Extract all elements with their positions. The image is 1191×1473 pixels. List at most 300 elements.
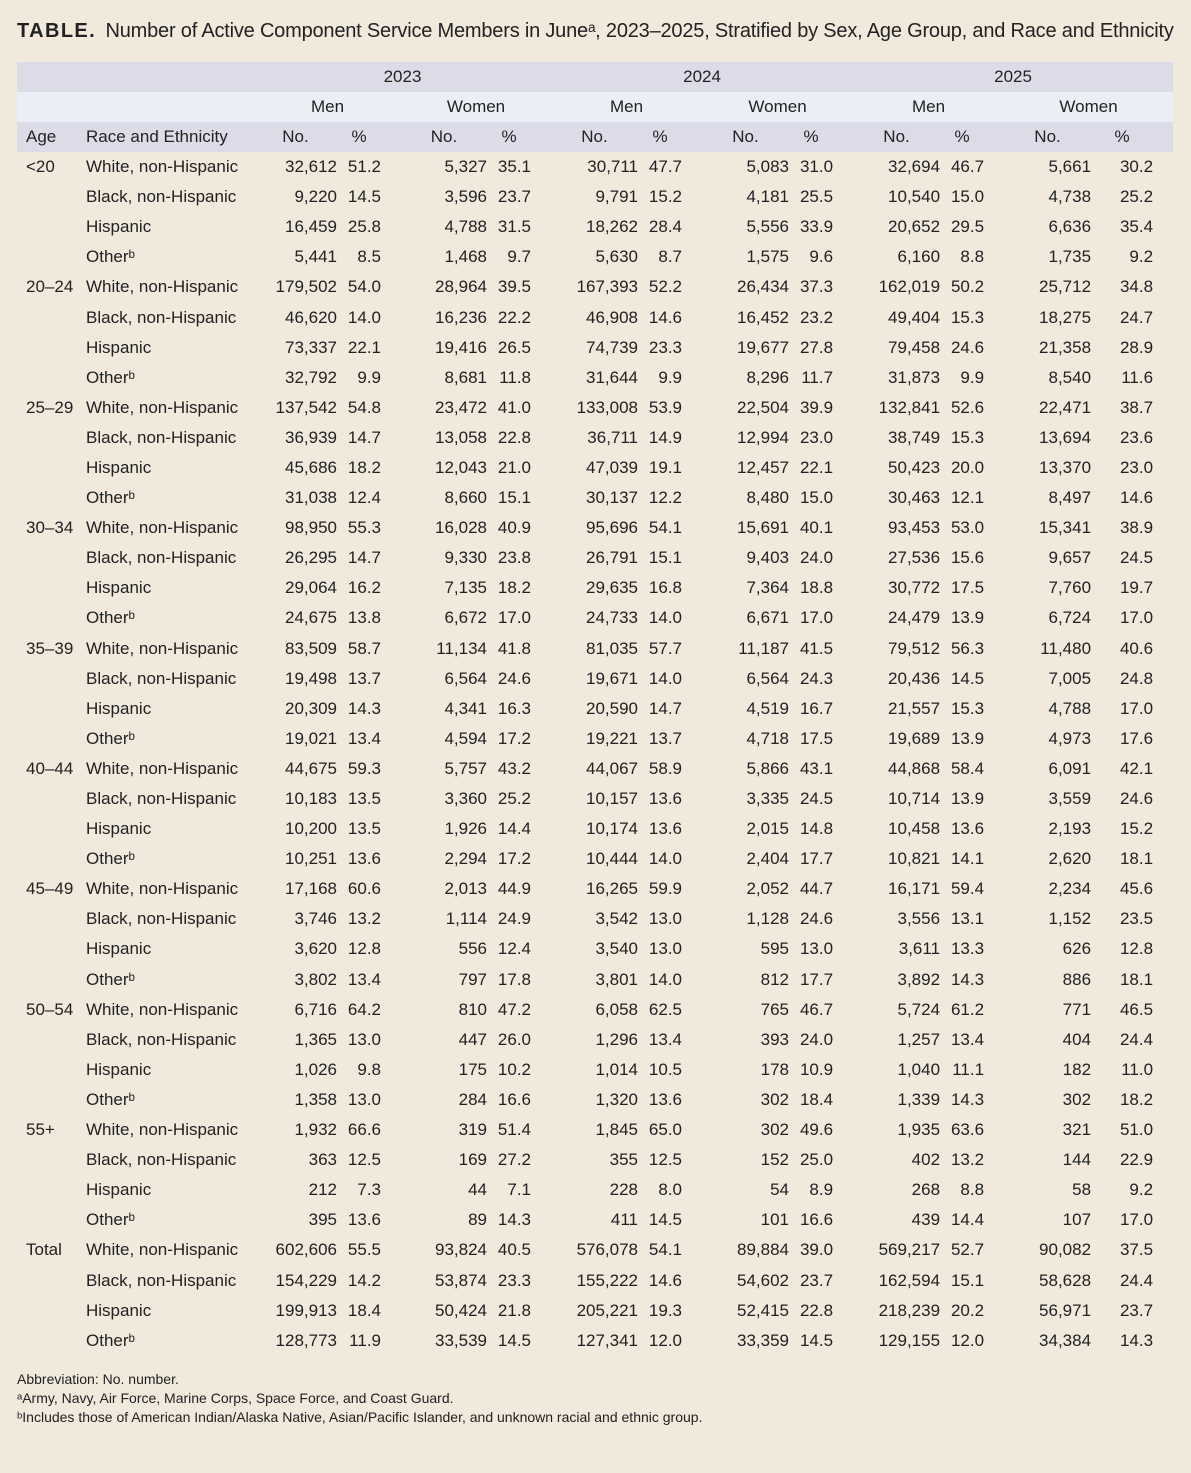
percent-cell: 14.8	[799, 819, 834, 839]
count-cell: 6,091	[1048, 758, 1092, 778]
percent-cell: 13.9	[950, 789, 985, 809]
count-cell: 53,874	[435, 1270, 487, 1290]
count-cell: 1,296	[595, 1029, 639, 1049]
pct-column-header: %	[638, 122, 702, 152]
age-group-cell	[17, 182, 86, 212]
percent-cell: 14.7	[347, 427, 381, 447]
count-cell: 19,689	[888, 728, 941, 748]
percent-cell: 15.3	[950, 427, 985, 447]
count-cell: 19,498	[285, 668, 337, 688]
footnote-b: ᵇIncludes those of American Indian/Alaska Native, Asian/Pacific Islander, and unknown racial and ethnic group.	[17, 1409, 703, 1425]
percent-cell: 9.6	[809, 247, 834, 267]
count-cell: 4,973	[1048, 728, 1092, 748]
percent-cell: 14.5	[799, 1330, 834, 1350]
count-cell: 268	[911, 1180, 941, 1200]
sex-header: Men	[853, 92, 1004, 122]
count-cell: 127,341	[576, 1330, 639, 1350]
count-cell: 132,841	[878, 397, 941, 417]
percent-cell: 24.3	[799, 668, 834, 688]
count-cell: 73,337	[285, 337, 337, 357]
count-cell: 4,181	[746, 187, 790, 207]
percent-cell: 12.2	[648, 488, 683, 508]
percent-cell: 9.9	[357, 367, 381, 387]
percent-cell: 15.1	[497, 488, 532, 508]
year-header: 2023	[254, 62, 551, 92]
race-cell: Hispanic	[86, 337, 152, 357]
percent-cell: 60.6	[347, 879, 381, 899]
percent-cell: 11.9	[349, 1330, 381, 1350]
percent-cell: 17.0	[1119, 698, 1154, 718]
count-cell: 1,339	[897, 1089, 941, 1109]
race-cell: Black, non-Hispanic	[86, 548, 237, 568]
count-cell: 4,718	[746, 728, 790, 748]
count-cell: 6,564	[444, 668, 487, 688]
count-cell: 182	[1062, 1059, 1092, 1079]
percent-cell: 43.1	[799, 758, 834, 778]
percent-cell: 13.2	[347, 909, 381, 929]
percent-cell: 17.0	[1119, 608, 1154, 628]
percent-cell: 14.6	[648, 307, 683, 327]
count-cell: 10,540	[888, 187, 941, 207]
table-row	[17, 1145, 1173, 1175]
race-column-header: Race and Ethnicity	[86, 122, 254, 152]
percent-cell: 54.0	[347, 277, 381, 297]
percent-cell: 14.7	[347, 548, 381, 568]
count-cell: 36,939	[285, 427, 337, 447]
percent-cell: 16.6	[799, 1210, 834, 1230]
percent-cell: 14.7	[648, 698, 683, 718]
count-cell: 212	[308, 1180, 337, 1200]
count-cell: 89,884	[737, 1240, 790, 1260]
percent-cell: 40.9	[497, 518, 532, 538]
count-cell: 411	[610, 1210, 639, 1230]
percent-cell: 27.2	[497, 1150, 532, 1170]
count-cell: 90,082	[1039, 1240, 1092, 1260]
age-group-cell	[17, 1025, 86, 1055]
count-cell: 3,620	[294, 939, 337, 959]
count-cell: 556	[458, 939, 487, 959]
percent-cell: 14.2	[347, 1270, 381, 1290]
count-cell: 79,458	[888, 337, 941, 357]
percent-cell: 23.8	[497, 548, 532, 568]
count-cell: 5,757	[444, 758, 487, 778]
percent-cell: 19.3	[648, 1300, 683, 1320]
percent-cell: 13.4	[347, 728, 381, 748]
race-cell: White, non-Hispanic	[86, 999, 239, 1019]
count-cell: 13,370	[1039, 457, 1092, 477]
percent-cell: 41.0	[497, 397, 532, 417]
count-cell: 26,791	[586, 548, 639, 568]
count-cell: 44,067	[586, 758, 639, 778]
percent-cell: 13.5	[347, 819, 381, 839]
race-cell: Black, non-Hispanic	[86, 187, 237, 207]
age-group-cell	[17, 965, 86, 995]
count-cell: 93,824	[435, 1240, 487, 1260]
percent-cell: 14.0	[648, 668, 683, 688]
percent-cell: 12.5	[648, 1150, 683, 1170]
count-cell: 28,964	[435, 277, 487, 297]
percent-cell: 17.2	[497, 849, 532, 869]
count-cell: 1,257	[897, 1029, 941, 1049]
percent-cell: 14.5	[497, 1330, 532, 1350]
percent-cell: 12.1	[950, 488, 985, 508]
count-cell: 30,463	[888, 488, 941, 508]
table-row	[17, 814, 1173, 844]
table-row	[17, 1265, 1173, 1295]
percent-cell: 13.0	[648, 939, 683, 959]
percent-cell: 11.1	[952, 1059, 985, 1079]
percent-cell: 18.4	[799, 1089, 834, 1109]
percent-cell: 10.2	[497, 1059, 532, 1079]
count-cell: 5,630	[595, 247, 639, 267]
table-row	[17, 844, 1173, 874]
percent-cell: 14.4	[950, 1210, 985, 1230]
count-cell: 2,620	[1048, 849, 1092, 869]
pct-column-header: %	[487, 122, 551, 152]
count-cell: 2,015	[746, 819, 790, 839]
count-cell: 595	[760, 939, 790, 959]
percent-cell: 23.5	[1119, 909, 1154, 929]
percent-cell: 43.2	[497, 758, 532, 778]
table-row	[17, 182, 1173, 212]
count-cell: 2,404	[746, 849, 790, 869]
age-group-cell	[17, 694, 86, 724]
age-group-cell	[17, 483, 86, 513]
count-cell: 3,801	[595, 969, 639, 989]
percent-cell: 19.1	[648, 457, 683, 477]
count-cell: 16,028	[435, 518, 487, 538]
count-cell: 447	[458, 1029, 487, 1049]
percent-cell: 13.7	[347, 668, 381, 688]
count-cell: 31,038	[285, 488, 337, 508]
count-cell: 3,559	[1048, 789, 1092, 809]
race-cell: Hispanic	[86, 939, 152, 959]
header-row-years	[17, 62, 1173, 92]
count-cell: 45,686	[285, 457, 337, 477]
race-cell: White, non-Hispanic	[86, 1240, 239, 1260]
count-cell: 576,078	[576, 1240, 639, 1260]
count-cell: 1,014	[595, 1059, 639, 1079]
race-cell: Hispanic	[86, 1180, 152, 1200]
percent-cell: 25.2	[497, 789, 532, 809]
count-cell: 27,536	[888, 548, 941, 568]
age-group-cell	[17, 573, 86, 603]
count-cell: 98,950	[285, 518, 337, 538]
count-cell: 30,711	[587, 157, 639, 177]
race-cell: Hispanic	[86, 819, 152, 839]
percent-cell: 41.8	[497, 638, 532, 658]
race-cell: Otherᵇ	[86, 247, 135, 267]
table-row	[17, 302, 1173, 332]
count-cell: 10,444	[586, 849, 639, 869]
percent-cell: 17.2	[497, 728, 532, 748]
count-cell: 7,135	[444, 578, 487, 598]
count-cell: 54	[770, 1180, 790, 1200]
count-cell: 4,788	[444, 217, 487, 237]
percent-cell: 25.5	[799, 187, 834, 207]
percent-cell: 17.5	[950, 578, 985, 598]
percent-cell: 15.3	[950, 698, 985, 718]
percent-cell: 25.0	[799, 1150, 834, 1170]
count-cell: 4,519	[746, 698, 790, 718]
count-cell: 15,691	[737, 518, 790, 538]
count-cell: 1,026	[294, 1059, 337, 1079]
table-row	[17, 724, 1173, 754]
table-row	[17, 483, 1173, 513]
percent-cell: 13.9	[950, 608, 985, 628]
percent-cell: 54.1	[648, 1240, 683, 1260]
count-cell: 23,472	[435, 397, 487, 417]
percent-cell: 10.5	[648, 1059, 683, 1079]
count-cell: 8,681	[444, 367, 487, 387]
race-cell: Black, non-Hispanic	[86, 1029, 237, 1049]
race-cell: Black, non-Hispanic	[86, 789, 237, 809]
percent-cell: 24.6	[950, 337, 985, 357]
count-cell: 16,452	[737, 307, 790, 327]
percent-cell: 38.7	[1119, 397, 1154, 417]
percent-cell: 17.7	[799, 849, 834, 869]
count-cell: 128,773	[275, 1330, 337, 1350]
percent-cell: 34.8	[1119, 277, 1154, 297]
race-cell: White, non-Hispanic	[86, 879, 239, 899]
count-cell: 2,052	[746, 879, 790, 899]
percent-cell: 52.2	[648, 277, 683, 297]
count-cell: 19,021	[285, 728, 337, 748]
count-cell: 12,043	[435, 457, 487, 477]
percent-cell: 33.9	[799, 217, 834, 237]
race-cell: White, non-Hispanic	[86, 638, 239, 658]
age-group-cell: 45–49	[26, 879, 74, 899]
percent-cell: 14.0	[347, 307, 381, 327]
count-cell: 7,760	[1048, 578, 1092, 598]
percent-cell: 51.2	[347, 157, 381, 177]
table-row	[17, 1115, 1173, 1145]
age-group-cell	[17, 242, 86, 272]
percent-cell: 16.8	[648, 578, 683, 598]
count-cell: 30,772	[888, 578, 941, 598]
percent-cell: 28.4	[648, 217, 683, 237]
percent-cell: 24.5	[799, 789, 834, 809]
table-row	[17, 995, 1173, 1025]
count-cell: 1,320	[595, 1089, 639, 1109]
percent-cell: 16.3	[497, 698, 532, 718]
age-group-cell	[17, 904, 86, 934]
count-cell: 810	[458, 999, 487, 1019]
percent-cell: 16.6	[497, 1089, 532, 1109]
percent-cell: 13.1	[950, 909, 985, 929]
race-cell: Black, non-Hispanic	[86, 307, 237, 327]
count-cell: 25,712	[1039, 277, 1092, 297]
count-cell: 302	[1062, 1089, 1092, 1109]
percent-cell: 23.3	[648, 337, 683, 357]
count-cell: 319	[458, 1120, 487, 1140]
count-cell: 32,612	[285, 157, 337, 177]
percent-cell: 12.4	[497, 939, 532, 959]
count-cell: 20,309	[285, 698, 337, 718]
count-cell: 1,845	[595, 1120, 639, 1140]
count-cell: 2,234	[1048, 879, 1092, 899]
table-row	[17, 603, 1173, 633]
percent-cell: 24.4	[1119, 1270, 1154, 1290]
percent-cell: 14.6	[1119, 488, 1154, 508]
no-column-header: No.	[254, 122, 337, 152]
age-group-cell	[17, 664, 86, 694]
percent-cell: 23.7	[497, 187, 532, 207]
table-row	[17, 1055, 1173, 1085]
count-cell: 771	[1062, 999, 1092, 1019]
count-cell: 6,058	[595, 999, 639, 1019]
percent-cell: 21.8	[497, 1300, 532, 1320]
percent-cell: 30.2	[1119, 157, 1154, 177]
percent-cell: 13.0	[799, 939, 834, 959]
percent-cell: 39.9	[799, 397, 834, 417]
count-cell: 20,436	[888, 668, 941, 688]
race-cell: White, non-Hispanic	[86, 277, 239, 297]
sex-header: Women	[1004, 92, 1173, 122]
count-cell: 1,152	[1048, 909, 1092, 929]
no-column-header: No.	[1004, 122, 1091, 152]
percent-cell: 17.0	[497, 608, 532, 628]
age-group-cell	[17, 1205, 86, 1235]
percent-cell: 24.0	[799, 548, 834, 568]
percent-cell: 14.0	[648, 608, 683, 628]
percent-cell: 15.2	[1119, 819, 1154, 839]
percent-cell: 24.6	[1119, 789, 1154, 809]
data-table	[17, 62, 1173, 1356]
count-cell: 95,696	[586, 518, 639, 538]
age-group-cell	[17, 1175, 86, 1205]
count-cell: 11,480	[1040, 638, 1092, 658]
count-cell: 3,802	[294, 969, 337, 989]
percent-cell: 46.7	[799, 999, 834, 1019]
percent-cell: 18.4	[347, 1300, 381, 1320]
percent-cell: 14.5	[347, 187, 381, 207]
age-group-cell	[17, 603, 86, 633]
percent-cell: 62.5	[648, 999, 683, 1019]
count-cell: 9,791	[595, 187, 639, 207]
count-cell: 10,251	[285, 849, 337, 869]
percent-cell: 53.0	[950, 518, 985, 538]
percent-cell: 18.2	[497, 578, 532, 598]
percent-cell: 10.9	[799, 1059, 834, 1079]
percent-cell: 8.9	[809, 1180, 834, 1200]
count-cell: 13,694	[1039, 427, 1092, 447]
count-cell: 886	[1062, 969, 1092, 989]
count-cell: 765	[760, 999, 790, 1019]
age-group-cell: 40–44	[26, 758, 74, 778]
count-cell: 20,590	[586, 698, 639, 718]
count-cell: 4,788	[1048, 698, 1092, 718]
race-cell: Hispanic	[86, 698, 152, 718]
count-cell: 74,739	[586, 337, 639, 357]
percent-cell: 9.9	[960, 367, 985, 387]
count-cell: 19,221	[586, 728, 639, 748]
count-cell: 24,733	[586, 608, 639, 628]
count-cell: 152	[760, 1150, 790, 1170]
percent-cell: 39.0	[799, 1240, 834, 1260]
count-cell: 29,635	[586, 578, 639, 598]
table-row	[17, 1326, 1173, 1356]
age-group-cell: 20–24	[26, 277, 74, 297]
percent-cell: 65.0	[648, 1120, 683, 1140]
percent-cell: 13.0	[347, 1089, 381, 1109]
count-cell: 5,327	[444, 157, 487, 177]
table-row	[17, 1296, 1173, 1326]
count-cell: 10,821	[888, 849, 941, 869]
count-cell: 20,652	[888, 217, 941, 237]
percent-cell: 13.6	[648, 819, 683, 839]
count-cell: 1,468	[444, 247, 487, 267]
age-group-cell: 50–54	[26, 999, 74, 1019]
age-group-cell: 35–39	[26, 638, 74, 658]
race-cell: Hispanic	[86, 1300, 152, 1320]
race-cell: White, non-Hispanic	[86, 1120, 239, 1140]
count-cell: 21,557	[888, 698, 941, 718]
count-cell: 1,040	[897, 1059, 941, 1079]
percent-cell: 14.3	[950, 1089, 985, 1109]
count-cell: 29,064	[285, 578, 337, 598]
age-group-cell	[17, 1296, 86, 1326]
count-cell: 178	[760, 1059, 790, 1079]
percent-cell: 12.0	[950, 1330, 985, 1350]
age-group-cell	[17, 333, 86, 363]
percent-cell: 45.6	[1119, 879, 1154, 899]
count-cell: 144	[1062, 1150, 1092, 1170]
age-group-cell	[17, 1085, 86, 1115]
percent-cell: 31.0	[799, 157, 834, 177]
table-row	[17, 573, 1173, 603]
count-cell: 15,341	[1039, 518, 1092, 538]
percent-cell: 27.8	[799, 337, 834, 357]
no-column-header: No.	[702, 122, 789, 152]
percent-cell: 55.3	[347, 518, 381, 538]
percent-cell: 13.0	[648, 909, 683, 929]
age-group-cell	[17, 724, 86, 754]
count-cell: 1,932	[294, 1120, 337, 1140]
count-cell: 602,606	[275, 1240, 337, 1260]
percent-cell: 11.6	[1121, 367, 1154, 387]
percent-cell: 42.1	[1119, 758, 1154, 778]
age-group-cell	[17, 363, 86, 393]
count-cell: 33,359	[737, 1330, 790, 1350]
count-cell: 44	[468, 1180, 487, 1200]
percent-cell: 13.6	[950, 819, 985, 839]
percent-cell: 13.0	[347, 1029, 381, 1049]
count-cell: 569,217	[878, 1240, 941, 1260]
table-row	[17, 1235, 1173, 1265]
percent-cell: 49.6	[799, 1120, 834, 1140]
table-label: TABLE.	[17, 20, 97, 42]
percent-cell: 58.9	[648, 758, 683, 778]
count-cell: 8,497	[1048, 488, 1092, 508]
count-cell: 9,220	[294, 187, 337, 207]
header-empty	[17, 92, 254, 122]
table-row	[17, 904, 1173, 934]
percent-cell: 20.0	[950, 457, 985, 477]
percent-cell: 13.4	[950, 1029, 985, 1049]
count-cell: 36,711	[587, 427, 639, 447]
percent-cell: 26.0	[497, 1029, 532, 1049]
age-group-cell	[17, 212, 86, 242]
percent-cell: 14.6	[648, 1270, 683, 1290]
no-column-header: No.	[853, 122, 940, 152]
count-cell: 137,542	[275, 397, 337, 417]
percent-cell: 17.0	[1119, 1210, 1154, 1230]
no-column-header: No.	[401, 122, 487, 152]
count-cell: 10,200	[285, 819, 337, 839]
percent-cell: 53.9	[648, 397, 683, 417]
age-group-cell	[17, 1326, 86, 1356]
